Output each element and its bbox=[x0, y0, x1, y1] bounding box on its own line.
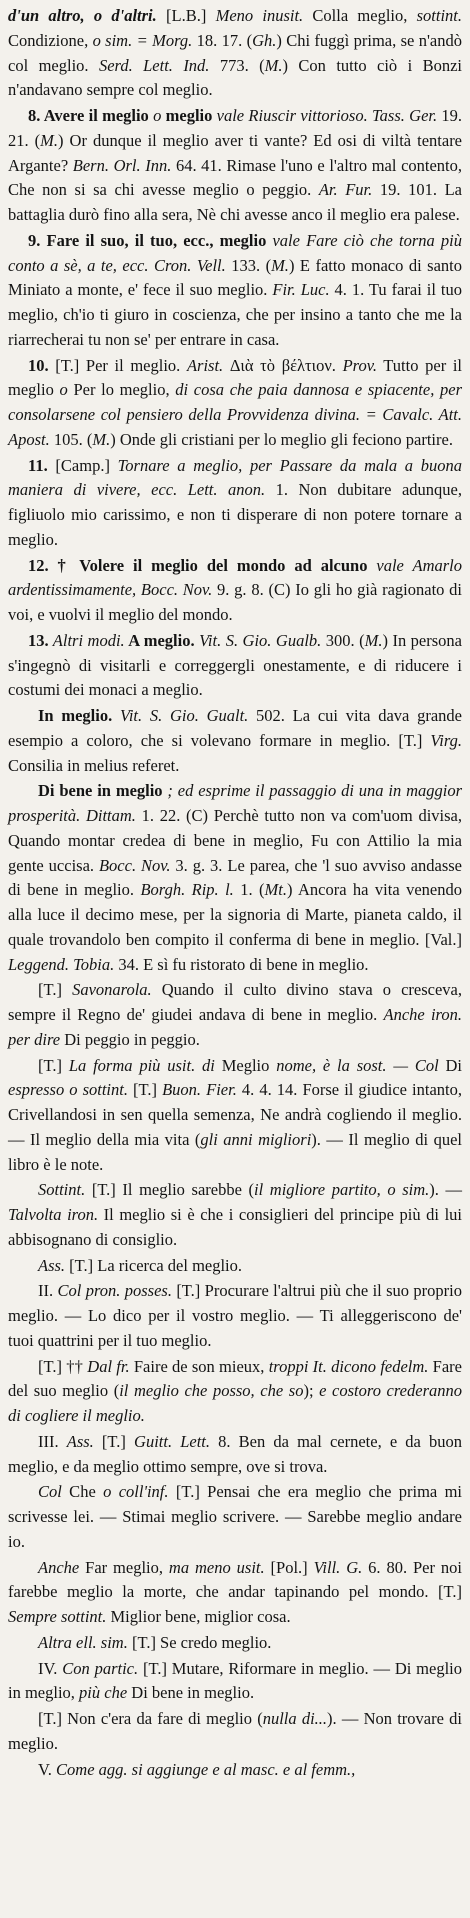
entry-text: Buon. Fier. bbox=[162, 1080, 237, 1100]
entry-text: M. bbox=[264, 55, 283, 75]
entry-text: Far meglio, bbox=[79, 1557, 169, 1577]
entry-text: 3. g. 3. Le parea, che 'l suo avviso andasse di bene in meglio. bbox=[8, 855, 462, 900]
entry-text: ma meno usit. bbox=[168, 1557, 265, 1577]
entry-text: troppi It. dicono fedelm. bbox=[268, 1356, 429, 1376]
entry-text: Savonarola. bbox=[72, 980, 152, 1000]
entry-text: 19. 101. La battaglia durò fino alla sera, Nè chi avesse anco il meglio era palese. bbox=[8, 180, 462, 224]
entry-text: Sottint. bbox=[38, 1180, 86, 1200]
entry-text: IV. bbox=[38, 1658, 63, 1678]
entry-text: Guitt. Lett. bbox=[134, 1431, 211, 1451]
entry-text: Tutto per il meglio bbox=[8, 355, 463, 400]
entry-text: [T.] Procurare l'altrui più che il suo proprio meglio. — Lo dico per il vostro meglio. — Ti alleggeriscono de' tuoi quattrini per il tuo meglio. bbox=[8, 1281, 462, 1350]
entry-text: d'un altro, o d'altri. bbox=[8, 6, 157, 25]
dictionary-entry bbox=[8, 1480, 462, 1554]
entry-text: nulla di... bbox=[262, 1709, 328, 1728]
entry-text: ) Onde gli cristiani per lo meglio gli feciono partire. bbox=[110, 429, 453, 449]
entry-text: In meglio. bbox=[38, 706, 113, 725]
entry-text: o sim. = Morg. bbox=[92, 30, 193, 50]
entry-text: ) Con tutto ciò i Bonzi n'andavano sempre col meglio. bbox=[8, 55, 462, 100]
entry-text: Borgh. Rip. l. bbox=[140, 880, 234, 900]
dictionary-entry bbox=[8, 1054, 462, 1178]
entry-text: Διὰ τὸ βέλτιον. bbox=[223, 355, 343, 375]
entry-text: Serd. Lett. Ind. bbox=[98, 55, 210, 75]
entry-text: ) E fatto monaco di santo Miniato a monte, e' fece il suo meglio. bbox=[8, 255, 462, 300]
entry-text: M. bbox=[40, 130, 59, 150]
entry-text: A meglio. bbox=[124, 630, 195, 650]
entry-text: ) In persona s'ingegnò di visitarli e correggergli onestamente, e di riducere i costumi dei monaci a meglio. bbox=[8, 630, 462, 700]
entry-text: espresso o sottint. bbox=[8, 1080, 128, 1100]
entry-text: 133. ( bbox=[225, 255, 272, 275]
entry-text: Fir. Luc. bbox=[272, 280, 330, 300]
dictionary-entry bbox=[8, 1430, 462, 1480]
entry-text: ). — Il meglio di quel libro è le note. bbox=[8, 1129, 462, 1174]
dictionary-entry bbox=[8, 779, 462, 977]
dictionary-entry bbox=[8, 629, 462, 703]
entry-text: Miglior bene, miglior cosa. bbox=[106, 1607, 291, 1626]
entry-text: Dal fr. bbox=[87, 1356, 130, 1376]
entry-text: 19. 21. ( bbox=[8, 106, 463, 150]
entry-text: Con partic. bbox=[62, 1658, 139, 1678]
entry-text: Altra ell. sim. bbox=[38, 1632, 128, 1652]
entry-text: [T.] bbox=[38, 980, 73, 1000]
entry-text: M. bbox=[364, 630, 383, 650]
entry-text: 11. bbox=[28, 455, 48, 475]
entry-text: 9. g. 8. (C) Io gli ho già ragionato di voi, e vuolvi il meglio del mondo. bbox=[8, 580, 462, 624]
dictionary-entry bbox=[8, 1657, 462, 1707]
entry-text: 9. Fare il suo, il tuo, ecc., meglio bbox=[28, 230, 267, 250]
entry-text: Che bbox=[61, 1482, 104, 1502]
entry-text: [T.] La ricerca del meglio. bbox=[65, 1255, 243, 1275]
entry-text: 105. ( bbox=[49, 429, 93, 449]
entry-text: Bern. Orl. Inn. bbox=[72, 155, 172, 175]
entry-text: Meno inusit. bbox=[215, 6, 304, 25]
entry-text: Anche iron. per dire bbox=[8, 1005, 462, 1049]
dictionary-entry bbox=[8, 1279, 462, 1353]
entry-text: Leggend. Tobia. bbox=[8, 954, 115, 974]
entry-text: Ass. bbox=[66, 1431, 94, 1451]
entry-text: [T.] bbox=[127, 1080, 163, 1100]
entry-text: ) Ancora ha vita venendo alla luce il decimo mese, per la signoria di Marte, pianeta caldo, il quale trovandolo ben compito il conferma di bene in meglio. [Val.] bbox=[8, 880, 462, 949]
entry-text: nome, è la sost. — Col bbox=[276, 1055, 439, 1075]
entry-text: Di bbox=[438, 1055, 463, 1075]
dictionary-entry bbox=[8, 704, 462, 778]
entry-text: 300. ( bbox=[321, 630, 365, 650]
entry-text: [T.] Pensai che era meglio che prima mi scrivesse lei. — Stimai meglio scrivere. — Sarebbe meglio andare io. bbox=[8, 1482, 462, 1551]
entry-text: [T.] bbox=[93, 1431, 135, 1451]
dictionary-entry bbox=[8, 1556, 462, 1630]
entry-text: 6. 80. Per noi farebbe meglio la morte, che andar tapinando pel mondo. [T.] bbox=[8, 1557, 462, 1602]
entry-text: 1. ( bbox=[233, 880, 265, 900]
entry-text: Vill. G. bbox=[313, 1557, 363, 1577]
entry-text: Arist. bbox=[186, 355, 224, 375]
entry-text: Come agg. si aggiunge e al masc. e al femm., bbox=[56, 1759, 356, 1779]
entry-text: [T.] Il meglio sarebbe ( bbox=[85, 1180, 255, 1200]
entry-text: [T.] Mutare, Riformare in meglio. — Di meglio in meglio, bbox=[8, 1658, 462, 1703]
entry-text: Di peggio in peggio. bbox=[60, 1029, 200, 1049]
entry-text: 502. La cui vita dava grande esempio a coloro, che si volevano formare in meglio. [T.] bbox=[8, 706, 463, 750]
entry-text: Talvolta iron. bbox=[8, 1205, 99, 1224]
dictionary-entry bbox=[8, 1707, 462, 1757]
entry-text: il migliore partito, o sim. bbox=[254, 1180, 430, 1200]
entry-text: [T.] bbox=[38, 1055, 69, 1075]
entry-text: ) Or dunque il meglio aver ti vante? Ed osi di viltà tentare Argante? bbox=[8, 130, 463, 175]
entry-text: V. bbox=[38, 1759, 57, 1779]
entry-text: meglio bbox=[165, 106, 213, 125]
dictionary-entry bbox=[8, 1355, 462, 1429]
dictionary-entry bbox=[8, 1758, 462, 1783]
entry-text: Virg. bbox=[430, 730, 462, 750]
entry-text: vale Fare ciò che torna più conto a sè, a te, ecc. Cron. Vell. bbox=[8, 230, 462, 275]
entry-text: 8. Avere il meglio bbox=[28, 106, 149, 125]
dictionary-entry bbox=[8, 554, 462, 628]
entry-text: Prov. bbox=[342, 355, 377, 375]
entry-text: ). — bbox=[429, 1180, 462, 1200]
entry-text: Gh. bbox=[252, 30, 277, 50]
entry-text: Vit. S. Gio. Gualb. bbox=[194, 630, 322, 650]
entry-text: o coll'inf. bbox=[103, 1482, 169, 1502]
entry-text: Col pron. posses. bbox=[57, 1281, 172, 1301]
dictionary-entry bbox=[8, 104, 462, 228]
entry-text: 64. 41. Rimase l'uno e l'altro mal contento, Che non si sa chi avesse meglio o peggio. bbox=[8, 155, 463, 200]
entry-text: gli anni migliori bbox=[200, 1129, 312, 1149]
entry-text: Ar. Fur. bbox=[318, 180, 373, 200]
entry-text: 34. E sì fu ristorato di bene in meglio. bbox=[114, 954, 369, 974]
entry-text: 773. ( bbox=[209, 55, 265, 75]
entry-text: 13. bbox=[28, 630, 49, 650]
entry-text: vale Amarlo ardentissimamente, Bocc. Nov. bbox=[8, 555, 463, 600]
entry-text: [L.B.] bbox=[156, 6, 216, 25]
entry-text: Consilia in melius referet. bbox=[8, 755, 180, 775]
entry-text: Vit. S. Gio. Gualt. bbox=[112, 706, 249, 725]
entry-text: Sempre sottint. bbox=[8, 1607, 107, 1626]
entry-text: Fare del suo meglio ( bbox=[8, 1356, 463, 1401]
entry-text: il meglio che posso, che so bbox=[119, 1381, 304, 1401]
entry-text: sottint. bbox=[416, 6, 462, 25]
entry-text: Faire de son mieux, bbox=[129, 1356, 269, 1376]
entry-text: III. bbox=[38, 1431, 67, 1451]
entry-text: ) Chi fuggì prima, se n'andò col meglio. bbox=[8, 30, 462, 75]
entry-text: Per lo meglio, bbox=[67, 380, 176, 400]
entry-text: o bbox=[59, 380, 68, 400]
entry-text: [T.] Per il meglio. bbox=[48, 355, 187, 375]
entry-text: più che bbox=[79, 1683, 128, 1703]
entry-text: Quando il culto divino stava o cresceva, sempre il Regno de' giudei andava di bene in meglio. bbox=[8, 980, 462, 1024]
entry-text: II. bbox=[38, 1281, 58, 1301]
dictionary-entry bbox=[8, 1631, 462, 1656]
entry-text: [Pol.] bbox=[264, 1557, 314, 1577]
entry-text: Mt. bbox=[264, 880, 287, 900]
entry-text: ). — Non trovare di meglio. bbox=[8, 1709, 462, 1753]
dictionary-entry bbox=[8, 1178, 462, 1252]
entry-text: [T.] †† bbox=[38, 1356, 88, 1376]
entry-text: Anche bbox=[38, 1557, 80, 1577]
entry-text: Di bene in meglio. bbox=[127, 1683, 255, 1703]
entry-text: La forma più usit. di bbox=[68, 1055, 215, 1075]
entry-text: 1. Non dubitare adunque, figliuolo mio carissimo, e non ti disperare di non potere tornare a meglio. bbox=[8, 480, 462, 549]
dictionary-entry bbox=[8, 1254, 462, 1279]
entry-text: ); bbox=[303, 1381, 320, 1401]
entry-text: M. bbox=[271, 255, 289, 275]
entry-text: 4. 1. Tu farai il tuo meglio, ch'io ti giuro in coscienza, che per insino a tanto che me la riarrecherai tu non se' per entrare in casa. bbox=[8, 280, 462, 349]
entry-text: di cosa che paia dannosa e spiacente, per consolarsene col pensiero della Provvidenza divina. = Cavalc. Att. Apost. bbox=[8, 380, 463, 449]
entry-text: e costoro crederanno di cogliere il meglio. bbox=[8, 1381, 462, 1425]
entry-text: Col bbox=[38, 1482, 62, 1502]
entry-text: Il meglio si è che i consiglieri del principe più di lui abbisognano di consiglio. bbox=[8, 1205, 462, 1249]
entry-text: [Camp.] bbox=[47, 455, 118, 475]
entry-text: 4. 4. 14. Forse il giudice intanto, Crivellandosi in sen quella semenza, Ne andrà cogliendo il meglio. — Il meglio della mia vita ( bbox=[8, 1080, 463, 1149]
entry-text: Meglio bbox=[214, 1055, 277, 1075]
entry-text: o bbox=[148, 106, 166, 125]
entry-text: 12. † Volere il meglio del mondo ad alcuno bbox=[28, 555, 368, 575]
entry-text: Tornare a meglio, per Passare da mala a buona maniera di vivere, ecc. Lett. anon. bbox=[8, 455, 462, 500]
entry-text: 8. Ben da mal cernete, e da buon meglio, e da meglio ottimo sempre, ove si trova. bbox=[8, 1431, 463, 1476]
dictionary-entry bbox=[8, 354, 462, 453]
entry-text: 18. 17. ( bbox=[192, 30, 253, 50]
entry-text: 1. 22. (C) Perchè tutto non va com'uom divisa, Quando montar credea di bene in meglio, Fu con Attilio la mia gente uccisa. bbox=[8, 806, 462, 875]
entry-text: Colla meglio, bbox=[303, 6, 417, 25]
entry-text: vale Riuscir vittorioso. Tass. Ger. bbox=[212, 106, 438, 125]
entry-text: Altri modi. bbox=[48, 630, 125, 650]
entry-text: [T.] Se credo meglio. bbox=[127, 1632, 272, 1652]
dictionary-entry bbox=[8, 978, 462, 1052]
entry-text: Bocc. Nov. bbox=[98, 855, 171, 875]
dictionary-entry bbox=[8, 454, 462, 553]
dictionary-entry bbox=[8, 4, 462, 103]
entry-text: 10. bbox=[28, 355, 49, 375]
entry-text: M. bbox=[92, 429, 111, 449]
entry-text: ; ed esprime il passaggio di una in maggior prosperità. Dittam. bbox=[8, 781, 462, 825]
dictionary-entry bbox=[8, 229, 462, 353]
entry-text: Condizione, bbox=[8, 30, 93, 50]
entry-text: Ass. bbox=[38, 1255, 66, 1275]
entry-text: Di bene in meglio bbox=[38, 781, 163, 801]
entry-text: [T.] Non c'era da fare di meglio ( bbox=[38, 1709, 263, 1728]
